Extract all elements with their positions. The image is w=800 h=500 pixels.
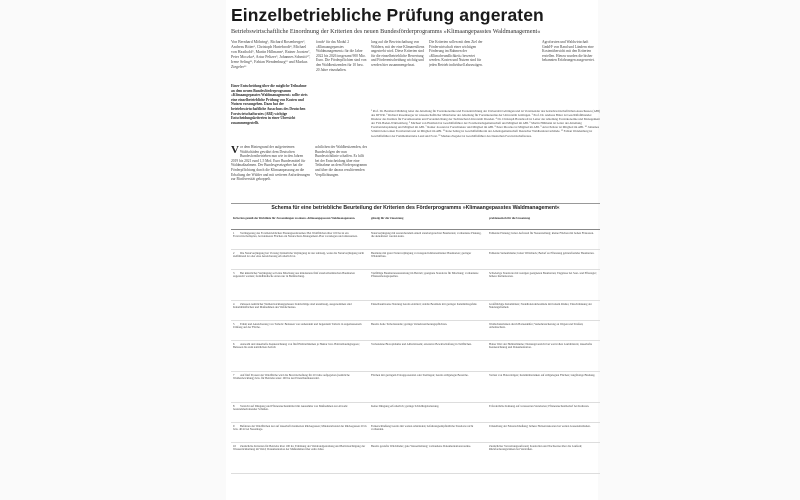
- criterion-cell: [231, 423, 369, 443]
- favorable-cell: Flächen mit geringem Ertragspotenzial oder Steillagen; bereits stillgelegte Bereiche.: [369, 372, 487, 403]
- problematic-cell: Waldschutzrisiken durch Borkenkäfer; Verkehrssicherung an Wegen und Straßen; Arbeitsschutz.: [487, 321, 600, 341]
- problematic-cell: Großflächige Kalamitäten; Nadelholzreinbestände mit hohem Risiko; Einschränkung der Nutzungsfreiheit.: [487, 301, 600, 321]
- favorable-cell: Bereits gestufte Waldränder; gute Wasserhaltung; vorhandene Dokumentationsroutine.: [369, 443, 487, 474]
- row-number: 7: [233, 372, 235, 377]
- article-authors: Von Bernhard Möhring¹, Richard Rosenberger², Andreas Bitter³, Christoph Hartebrodt⁴, Michael von Haxthold⁵, Martin Hillmann⁶, Rainer Joosten⁷, Peter Moczko⁸, Artur Peltzer⁹, Johannes Schmitt¹⁰, Irene Seling¹¹, Fabian Wendenburg¹² und Markus Ziegeler¹³: [231, 40, 311, 69]
- problematic-cell: Fehlende Planung; hoher Aufwand für Neuerstellung; kleine Flächen mit hohen Fixkosten.: [487, 230, 600, 250]
- favorable-cell: Vorhandene Biotopbäume und Altholzinseln; extensive Bewirtschaftung in Teilflächen.: [369, 341, 487, 372]
- schema-title: Schema für eine betriebliche Beurteilung der Kriterien des Förderprogramms »Klimaangepasstes Waldmanagement«: [271, 205, 560, 211]
- table-header-row: [231, 216, 600, 230]
- table-row: [231, 341, 600, 372]
- row-number: 1: [233, 230, 235, 235]
- article-body-column-2: achtlichen der Waldbesitzenden, des Bundesfolgen der nun Bundesrichtlinie schaffen. Es hilft bei der Entscheidung über eine Teilnahme an dem Förderprogramm und über die daraus resultierenden Verpflichtungen.: [315, 145, 368, 177]
- criterion-text: Die Naturverjüngung hat Vorrang: Künstliche Verjüngung ist nur zulässig, wenn die Naturverjüngung nicht zielführend ist oder eine Anreicherung erforderlich ist.: [233, 250, 365, 259]
- problematic-cell: Schwierige Standorte mit wenigen geeigneten Baumarten; Engpässe bei Saat- und Pflanzgut; höhere Kulturkosten.: [487, 270, 600, 301]
- column-header-criteria: Kriterien gemäß der Richtlinie für Zuwendungen zu einem »Klimaangepassten Waldmanagement«: [231, 216, 369, 230]
- table-row: [231, 301, 600, 321]
- criterion-text: Verlängerung des Forstbetrieblichen Planungszeitraumes: Bei Waldflächen über 100 ha ist ein Forstwirtschaftsplan, bei kleineren Flächen ein Naturschutz-Management-Plan vorzulegen und umzusetzen.: [233, 230, 358, 239]
- criterion-text: Verzicht auf Düngung und Pflanzenschutzmittel mit Ausnahme von Maßnahmen zur Abwehr bestandsbedrohender Schäden.: [233, 403, 348, 412]
- table-row: [231, 230, 600, 250]
- table-row: [231, 270, 600, 301]
- favorable-cell: Naturverjüngung mit ausreichendem Anteil standortgerechter Baumarten; vorhandene Planung, die aktualisiert werden kann.: [369, 230, 487, 250]
- criterion-text: Zusätzliche Kriterien für Betriebe über 100 ha: Erhöhung der Waldrandgestaltung und Berücksichtigung der Wasserrückhaltung im Wald; Dokumentation der Maßnahmen über zehn Jahre.: [233, 443, 366, 452]
- row-number: 2: [233, 250, 235, 255]
- criterion-cell: [231, 443, 369, 474]
- row-number: 10: [233, 443, 236, 448]
- problematic-cell: Erforderliche Kalkung auf versauerten Standorten; Pflanzenschutzbedarf bei Kulturen.: [487, 403, 600, 423]
- problematic-cell: Zusätzlicher Verwaltungsaufwand; Kontrollen und Nachweise über die Laufzeit; Rückforderungsrisiken bei Verstößen.: [487, 443, 600, 474]
- body-text-1: or dem Hintergrund der aufgetretenen Waldschäden gewährt dem Deutschen Bundesforstbetrieben nun wie in den Jahren 2019 bis 2021 rund 1,5 Mrd. Euro Bundesmittel für Waldmaßnahmen. Der Bundesgesetzgeber hat die Förderpflichtung durch die Klimaanpassung an die Erhaltung der Wälder und mit weiteren Anforderungen zur Biodiversität gekoppelt.: [231, 145, 310, 182]
- favorable-cell: Vielfältige Baumartenausstattung im Betrieb; geeignete Standorte für Mischung; vorhandene Pflanzenbezugsquellen.: [369, 270, 487, 301]
- drop-cap: V: [231, 145, 239, 156]
- row-number: 3: [233, 270, 235, 275]
- article-body-column-1: [231, 145, 311, 205]
- criterion-cell: [231, 321, 369, 341]
- row-number: 4: [233, 301, 235, 306]
- criterion-cell: [231, 372, 369, 403]
- criteria-table: [231, 216, 600, 474]
- author-footnotes: ¹ Prof. Dr. Bernhard Möhring leitet die Abteilung für Forstökonomie und Forsteinrichtung der Universität Göttingen und ist Vorsitzender des betriebswirtschaftlichen Ausschusses (ABI) des DFWR. ² Richard Rosenberger ist wissenschaftlicher Mitarbeiter der Abteilung für Forstökonomie der Universität Göttingen. ³ Prof. Dr. Andreas Bitter ist Geschäftsführender Direktor des Instituts für Forstökonomie und Forsteinrichtung der Technischen Universität Dresden. ⁴ Dr. Christoph Hartebrodt ist Leiter der Abteilung Forstökonomie und Management der FVA Baden-Württemberg. ⁵ Michael von Haxthold ist Geschäftsführer der Forstbetriebsgemeinschaft und Mitglied im ABI. ⁶ Martin Hillmann ist Leiter der Abteilung Forstbetriebsplanung und Mitglied im ABI. ⁷ Rainer Joosten ist Forstdirektor und Mitglied im ABI. ⁸ Peter Moczko ist Mitglied im ABI. ⁹ Artur Peltzer ist Mitglied im ABI. ¹⁰ Johannes Schmitt leitet einen Forstbetrieb und ist Mitglied im ABI. ¹¹ Irene Seling ist Geschäftsführerin der Arbeitsgemeinschaft Deutscher Waldbesitzerverbände. ¹² Fabian Wendenburg ist Geschäftsführer der Familienbetriebe Land und Forst. ¹³ Markus Ziegeler ist Geschäftsführer des Deutschen Forstwirtschaftsrates.: [371, 109, 600, 138]
- table-row: [231, 443, 600, 474]
- table-row: [231, 403, 600, 423]
- table-row: [231, 250, 600, 270]
- criterion-text: Befahren der Waldflächen nur auf dauerhaft markierten Rückegassen; Mindestabstand der Rückegassen 20 m bzw. 40 m bei Neuanlage.: [233, 423, 367, 432]
- criterion-text: Auswahl und dauerhafte Kennzeichnung von fünf Habitatbäumen je Hektar bzw. Habitatbaumgruppen; Belassen bis zum natürlichen Zerfall.: [233, 341, 360, 350]
- problematic-cell: Fehlende Samenbäume; hoher Wilddruck; Bedarf an Pflanzung gebietsfremder Baumarten.: [487, 250, 600, 270]
- favorable-cell: Feinerschließung bereits mit weiten Abständen; befahrungsempfindliche Standorte nicht vorhanden.: [369, 423, 487, 443]
- problematic-cell: Hoher Wert der Habitatbäume; Nutzungsverzicht bei wertvollen Laubhölzern; dauerhafte Kennzeichnung und Dokumentation.: [487, 341, 600, 372]
- criterion-text: Auf fünf Prozent der Waldfläche wird die Bewirtschaftung für 20 Jahre aufgegeben (natürliche Waldentwicklung) bzw. für Betriebe unter 100 ha nur Einzelbaumauswahl.: [233, 372, 350, 381]
- article-body-column-6: Agroforsten und Waldwirtschaft GmbH² von Rand und Ländern eine Kostenübersicht mit den Kriterien erstellen. Hierzu wurden die bisher bekannten Erfahrungen ausgewertet.: [542, 40, 595, 63]
- row-number: 6: [233, 341, 235, 346]
- row-number: 8: [233, 403, 235, 408]
- criterion-cell: [231, 403, 369, 423]
- article-body-column-5: Die Kriterien sollen mit dem Ziel der Förderwirtschaft einer wichtigen Förderung im Rahmen der »Klimafreundlichkeit« bewertet werden. Kosten und Nutzen sind für jeden Betrieb individuell abzuwägen.: [429, 40, 483, 67]
- article-subtitle: Betriebswirtschaftliche Einordnung der Kriterien des neuen Bundesförderprogramms »Klimaangepasstes Waldmanagement«: [231, 28, 541, 35]
- article-body-column-4: lung auf die Bewirtschaftung von Wäldern, mit der eine Klimaresilienz angestrebt wird. Diese Kriterien sind für die einzelbetriebliche Bewertung und Förderentscheidung wichtig und werden hier zusammengefasst.: [371, 40, 425, 67]
- article-intro: Einer Entscheidung über die mögliche Teilnahme an dem neuen Bundesförderprogramm »Klimaangepasstes Waldmanagement« sollte stets eine einzelbetriebliche Prüfung von Kosten und Nutzen vorausgehen. Dazu hat der betriebswirtschaftliche Ausschuss des Deutschen Forstwirtschaftsrates (ABI) wichtige Entscheidungskriterien in einer Übersicht zusammengestellt.: [231, 84, 308, 125]
- column-header-favorable: günstig für die Umsetzung: [369, 216, 487, 230]
- criterion-cell: [231, 230, 369, 250]
- row-number: 9: [233, 423, 235, 428]
- table-row: [231, 423, 600, 443]
- problematic-cell: Umstellung der Feinerschließung; höhere Holzerntekosten bei weiten Gassenabständen.: [487, 423, 600, 443]
- problematic-cell: Verlust von Holzerträgen; Kalamitätsrisiken auf stillgelegten Flächen; langfristige Bindung.: [487, 372, 600, 403]
- section-divider: [231, 203, 600, 204]
- article-body-column-3: fonds¹ für das Modul 2 »Klimaangepasstes Waldmanagement« für die Jahre 2022 bis 2026 insgesamt 900 Mio. Euro. Die Förderpflichten sind von den Waldbesitzenden für 10 bzw. 20 Jahre einzuhalten.: [316, 40, 367, 72]
- favorable-cell: Bereits hohe Totholzanteile; geringe Verkehrssicherungspflichten.: [369, 321, 487, 341]
- criterion-text: Zulassen natürlicher Waldentwicklungsphasen: Kahlschläge sind unzulässig, ausgenommen sind Kalamitätsflächen und Maßnahmen des Waldschutzes.: [233, 301, 352, 310]
- favorable-cell: Keine Düngung erforderlich; geringe Schädlingsbelastung.: [369, 403, 487, 423]
- criterion-cell: [231, 250, 369, 270]
- table-row: [231, 372, 600, 403]
- column-header-problematic: problematisch für die Umsetzung: [487, 216, 600, 230]
- favorable-cell: Bestände mit guter Naturverjüngung vorwiegend klimaresilienter Baumarten; geringer Wildeinfluss.: [369, 250, 487, 270]
- criterion-cell: [231, 341, 369, 372]
- row-number: 5: [233, 321, 235, 326]
- criterion-text: Bei künstlicher Verjüngung soll eine Mischung aus mindestens fünf standortheimischen Baumarten angestrebt werden; fremdländische Arten nur in Beimischung.: [233, 270, 355, 279]
- criterion-cell: [231, 270, 369, 301]
- table-row: [231, 321, 600, 341]
- favorable-cell: Einzelbaumweise Nutzung bereits etabliert; stabile Bestände mit geringer Kalamitätsgefahr.: [369, 301, 487, 321]
- criterion-text: Erhalt und Anreicherung von Totholz: Belassen von stehendem und liegendem Totholz in angemessenem Umfang auf der Fläche.: [233, 321, 362, 330]
- criterion-cell: [231, 301, 369, 321]
- article-title: Einzelbetriebliche Prüfung angeraten: [231, 5, 544, 25]
